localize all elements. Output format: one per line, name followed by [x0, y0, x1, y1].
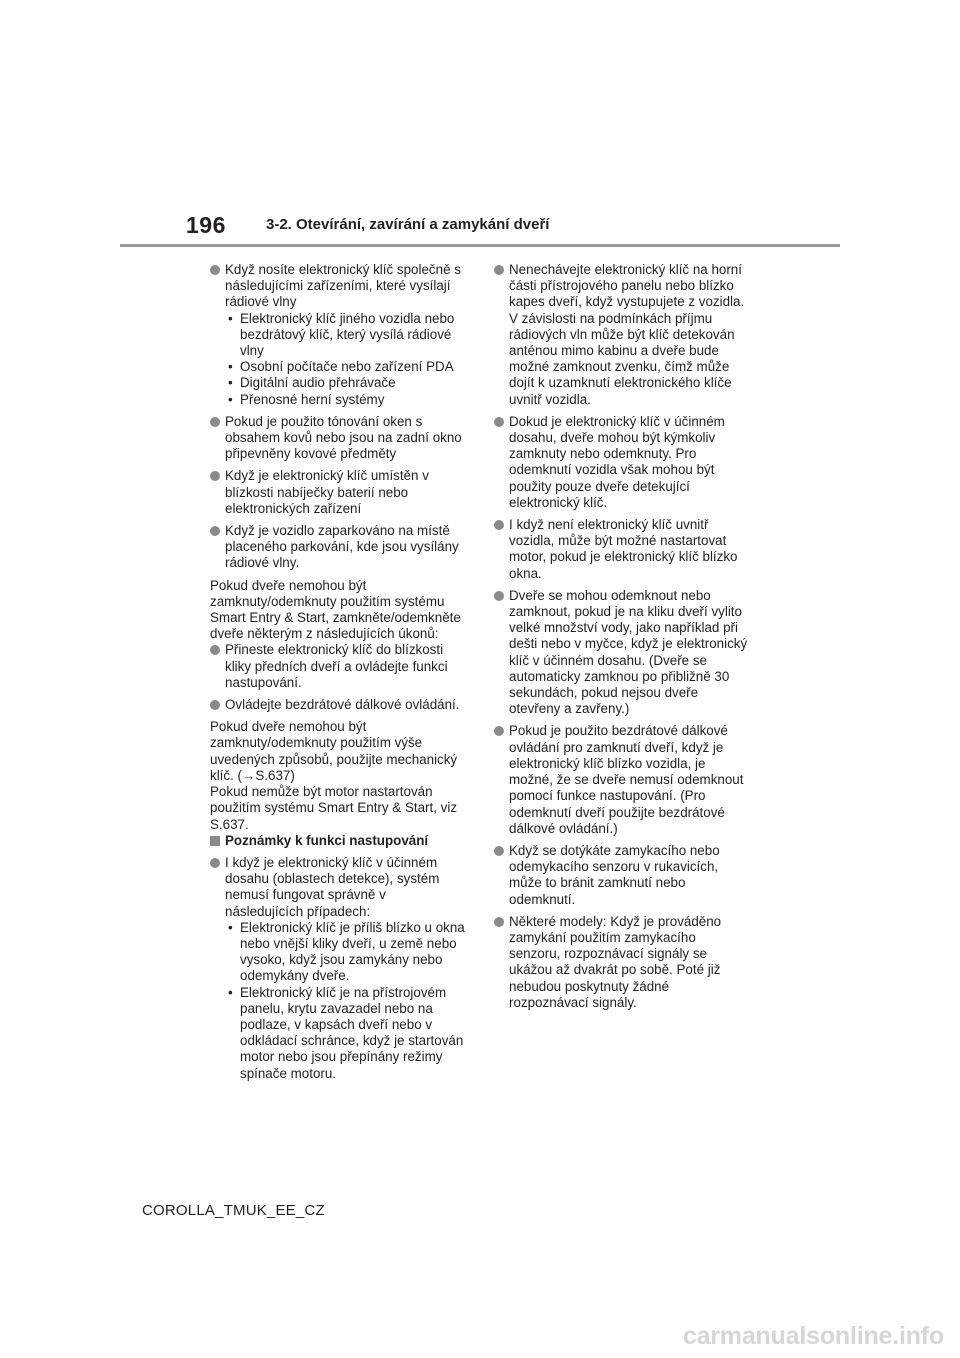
bullet-dot-icon	[494, 846, 504, 856]
bullet-text: Ovládejte bezdrátové dálkové ovládání.	[225, 697, 460, 713]
bullet-dot-icon	[210, 417, 220, 427]
bullet-text: Když nosíte elektronický klíč společně s následujícími zařízeními, které vysílají rádiové vlny	[225, 262, 461, 310]
bullet-item	[210, 697, 466, 713]
sub-item-text: Osobní počítače nebo zařízení PDA	[240, 359, 454, 375]
left-column	[210, 262, 466, 1088]
sub-item: • Elektronický klíč jiného vozidla nebo bezdrátový klíč, který vysílá rádiové vlny	[228, 310, 455, 359]
bullet-text: Pokud je použito tónování oken s obsahem kovů nebo jsou na zadní okno připevněny kovové předměty	[225, 413, 462, 462]
subsection-heading	[210, 833, 466, 849]
bullet-item	[210, 523, 466, 572]
bullet-dot-icon	[210, 858, 220, 868]
bullet-item	[210, 414, 466, 463]
sub-item-text: Elektronický klíč jiného vozidla nebo bezdrátový klíč, který vysílá rádiové vlny	[240, 310, 455, 359]
heading-text: Poznámky k funkci nastupování	[225, 832, 429, 848]
bullet-item	[210, 262, 466, 408]
bullet-item	[494, 723, 750, 836]
sub-item-text: Přenosné herní systémy	[240, 391, 385, 407]
sub-item: • Osobní počítače nebo zařízení PDA	[228, 359, 454, 375]
bullet-dot-icon	[494, 520, 504, 530]
bullet-dot-icon	[494, 917, 504, 927]
sub-item-text: Elektronický klíč je příliš blízko u okna nebo vnější kliky dveří, u země nebo vysoko, když jsou zamykány nebo odemykány dveře.	[240, 919, 465, 984]
bullet-text: I když není elektronický klíč uvnitř vozidla, může být možné nastartovat motor, pokud je elektronický klíč blízko okna.	[509, 517, 738, 581]
bullet-text: Dokud je elektronický klíč v účinném dosahu, dveře mohou být kýmkoliv zamknuty nebo odemknuty. Pro odemknutí vozidla však mohou být použity pouze dveře detekující elektronický klíč.	[509, 413, 725, 510]
sub-item-text: Digitální audio přehrávače	[240, 375, 396, 391]
bullet-item	[210, 468, 466, 517]
right-column	[494, 262, 750, 1017]
bullet-dot-icon	[210, 645, 220, 655]
bullet-item	[494, 914, 750, 1011]
bullet-dot-icon	[210, 265, 220, 275]
bullet-item	[494, 843, 750, 908]
header-rule	[120, 244, 840, 247]
watermark: carmanualsonline.info	[682, 1322, 944, 1350]
paragraph: Pokud nemůže být motor nastartován použitím systému Smart Entry & Start, viz S.637.	[210, 784, 458, 832]
sub-item-text: Elektronický klíč je na přístrojovém panelu, krytu zavazadel nebo na podlaze, v kapsách dveří nebo v odkládací schránce, když je startován motor nebo jsou přepínány režimy spínače motoru.	[240, 984, 464, 1081]
bullet-dot-icon	[494, 726, 504, 736]
page-number: 196	[186, 212, 226, 238]
bullet-text: Když se dotýkáte zamykacího nebo odemykacího senzoru v rukavicích, může to bránit zamknutí nebo odemknutí.	[509, 842, 720, 907]
bullet-text: Nenechávejte elektronický klíč na horní části přístrojového panelu nebo blízko kapes dveří, když vystupujete z vozidla. V závislosti na podmínkách příjmu rádiových vln může být klíč detekován anténou mimo kabinu a dveře bude možné zamknout zvenku, čímž může dojít k uzamknutí elektronického klíče uvnitř vozidla.	[509, 262, 745, 407]
bullet-text: Když je elektronický klíč umístěn v blízkosti nabíječky baterií nebo elektronických zařízení	[225, 468, 429, 516]
bullet-text: Některé modely: Když je prováděno zamykání použitím zamykacího senzoru, rozpoznávací signály se ukážou až dvakrát po sobě. Poté již nebudou poskytnuty žádné rozpoznávací signály.	[509, 913, 722, 1010]
sub-item: • Elektronický klíč je na přístrojovém panelu, krytu zavazadel nebo na podlaze, v kapsách dveří nebo v odkládací schránce, když je startován motor nebo jsou přepínány režimy spínače motoru.	[228, 984, 464, 1081]
section-title: 3-2. Otevírání, zavírání a zamykání dveří	[266, 216, 550, 233]
document-code: COROLLA_TMUK_EE_CZ	[142, 1202, 325, 1219]
bullet-item	[494, 517, 750, 582]
bullet-text: Dveře se mohou odemknout nebo zamknout, pokud je na kliku dveří vylito velké množství vody, jako například při dešti nebo v myčce, když je elektronický klíč v účinném dosahu. (Dveře se automaticky zamknou po přibližně 30 sekundách, pokud nejsou dveře otevřeny a zavřeny.)	[509, 587, 748, 717]
square-bullet-icon	[210, 836, 220, 846]
bullet-item	[210, 855, 466, 1082]
bullet-item	[494, 262, 750, 408]
bullet-item	[494, 588, 750, 718]
bullet-dot-icon	[494, 265, 504, 275]
bullet-dot-icon	[210, 526, 220, 536]
sub-item: • Elektronický klíč je příliš blízko u okna nebo vnější kliky dveří, u země nebo vysoko, když jsou zamykány nebo odemykány dveře.	[228, 919, 465, 984]
bullet-text: Když je vozidlo zaparkováno na místě placeného parkování, kde jsou vysílány rádiové vlny.	[225, 523, 459, 571]
sub-item: • Přenosné herní systémy	[228, 391, 385, 407]
bullet-dot-icon	[210, 700, 220, 710]
bullet-dot-icon	[210, 471, 220, 481]
bullet-dot-icon	[494, 591, 504, 601]
bullet-text: I když je elektronický klíč v účinném dosahu (oblastech detekce), systém nemusí fungovat správně v následujících případech:	[225, 854, 440, 919]
sub-item: • Digitální audio přehrávače	[228, 375, 396, 391]
bullet-item	[210, 642, 466, 691]
bullet-text: Pokud je použito bezdrátové dálkové ovládání pro zamknutí dveří, když je elektronický klíč blízko vozidla, je možné, že se dveře nemusí odemknout pomocí funkce nastupování. (Pro odemknutí dveří použijte bezdrátové dálkové ovládání.)	[509, 723, 744, 836]
bullet-dot-icon	[494, 417, 504, 427]
paragraph: Pokud dveře nemohou být zamknuty/odemknuty použitím výše uvedených způsobů, použijte mechanický klíč. (→S.637)	[210, 719, 458, 783]
bullet-item	[494, 414, 750, 511]
bullet-text: Přineste elektronický klíč do blízkosti kliky předních dveří a ovládejte funkci nastupování.	[225, 642, 448, 690]
paragraph: Pokud dveře nemohou být zamknuty/odemknuty použitím systému Smart Entry & Start, zamkněte/odemkněte dveře některým z následujících úkonů:	[210, 577, 461, 642]
